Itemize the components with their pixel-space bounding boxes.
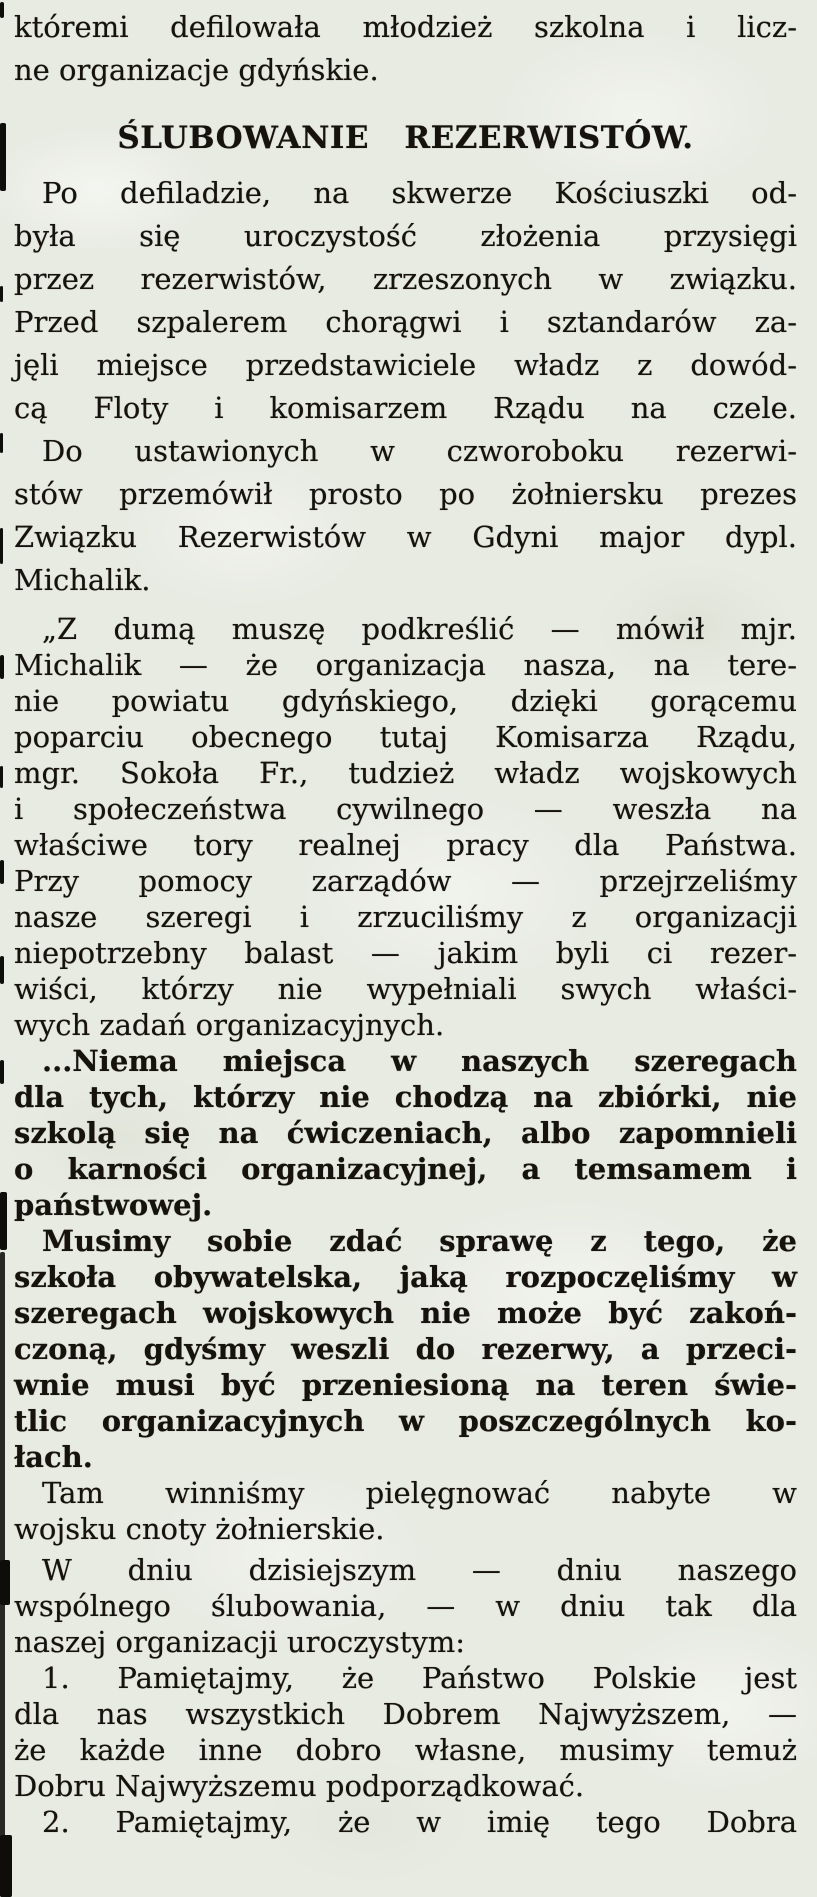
text-line: któremi defilowała młodzież szkolna i licz-	[14, 10, 797, 44]
text-line: cą Floty i komisarzem Rządu na czele.	[14, 391, 797, 425]
text-line: przez rezerwistów, zrzeszonych w związku.	[14, 262, 797, 296]
text-line: stów przemówił prosto po żołniersku prezes	[14, 477, 797, 511]
column-rule-fragment	[0, 2, 4, 18]
text-line: ...Niema miejsca w naszych szeregach	[42, 1044, 797, 1078]
column-rule-fragment	[0, 1060, 4, 1084]
column-rule-fragment	[0, 286, 3, 302]
text-line: wiści, którzy nie wypełniali swych właści-	[14, 972, 797, 1006]
column-rule-fragment	[0, 1192, 7, 1250]
text-line: nie powiatu gdyńskiego, dzięki gorącemu	[14, 684, 797, 718]
paragraph	[14, 430, 797, 602]
text-line: szeregach wojskowych nie może być zakoń-	[14, 1296, 797, 1330]
text-line: naszej organizacji uroczystym:	[14, 1625, 466, 1659]
text-line: wspólnego ślubowania, — w dniu tak dla	[14, 1589, 797, 1623]
text-line: Po defiladzie, na skwerze Kościuszki od-	[42, 176, 797, 210]
text-line: mgr. Sokoła Fr., tudzież władz wojskowych	[14, 756, 797, 790]
text-line: o karności organizacyjnej, a temsamem i	[14, 1152, 797, 1186]
paragraph	[14, 1552, 797, 1660]
column-rule-fragment	[0, 1835, 12, 1897]
text-line: ne organizacje gdyńskie.	[14, 53, 379, 87]
text-line: jęli miejsce przedstawiciele władz z dowód-	[14, 348, 797, 382]
text-line: tlic organizacyjnych w poszczególnych ko-	[14, 1404, 797, 1438]
text-line: Związku Rezerwistów w Gdyni major dypl.	[14, 520, 797, 554]
paragraph	[14, 611, 797, 1043]
column-rule-fragment	[0, 1560, 10, 1605]
column-rule-fragment	[0, 655, 4, 679]
column-rule-fragment	[0, 433, 3, 453]
text-line: nasze szeregi i zrzuciliśmy z organizacji	[14, 900, 797, 934]
text-line: niepotrzebny balast — jakim byli ci rezer-	[14, 936, 797, 970]
article-body	[14, 172, 797, 1840]
paragraph	[14, 6, 797, 92]
article-column	[14, 6, 797, 1840]
text-line: poparciu obecnego tutaj Komisarza Rządu,	[14, 720, 797, 754]
text-line: czoną, gdyśmy weszli do rezerwy, a przeci-	[14, 1332, 797, 1366]
text-line: Do ustawionych w czworoboku rezerwi-	[42, 434, 797, 468]
text-line: Musimy sobie zdać sprawę z tego, że	[42, 1224, 797, 1258]
text-line: wych zadań organizacyjnych.	[14, 1008, 445, 1042]
text-line: że każde inne dobro własne, musimy temuż	[14, 1733, 797, 1767]
text-line: wojsku cnoty żołnierskie.	[14, 1512, 385, 1546]
paragraph	[14, 1804, 797, 1840]
text-line: szkoła obywatelska, jaką rozpoczęliśmy w	[14, 1260, 797, 1294]
text-line: była się uroczystość złożenia przysięgi	[14, 219, 797, 253]
column-rule-fragment	[0, 766, 3, 788]
text-line: Przed szpalerem chorągwi i sztandarów za-	[14, 305, 797, 339]
paragraph	[14, 1475, 797, 1547]
paragraph	[14, 1660, 797, 1804]
text-line: Tam winniśmy pielęgnować nabyte w	[42, 1476, 797, 1510]
text-line: dla tych, którzy nie chodzą na zbiórki, nie	[14, 1080, 797, 1114]
intro-paragraph-container	[14, 6, 797, 92]
text-line: i społeczeństwa cywilnego — weszła na	[14, 792, 797, 826]
text-line: Przy pomocy zarządów — przejrzeliśmy	[14, 864, 797, 898]
column-rule-fragment	[0, 123, 6, 191]
text-line: „Z dumą muszę podkreślić — mówił mjr.	[42, 612, 797, 646]
text-line: W dniu dzisiejszym — dniu naszego	[42, 1553, 797, 1587]
column-rule-fragment	[0, 528, 3, 564]
column-rule-fragment	[0, 956, 4, 984]
text-line: Dobru Najwyższemu podporządkować.	[14, 1769, 585, 1803]
text-line: łach.	[14, 1440, 93, 1474]
text-line: państwowej.	[14, 1188, 213, 1222]
column-rule-fragment	[0, 860, 4, 884]
text-line: szkolą się na ćwiczeniach, albo zapomnieli	[14, 1116, 797, 1150]
paragraph	[14, 1043, 797, 1223]
paragraph	[14, 1223, 797, 1475]
text-line: 2. Pamiętajmy, że w imię tego Dobra	[42, 1805, 797, 1839]
text-line: wnie musi być przeniesioną na teren świe-	[14, 1368, 797, 1402]
text-line: właściwe tory realnej pracy dla Państwa.	[14, 828, 797, 862]
text-line: Michalik — że organizacja nasza, na tere-	[14, 648, 797, 682]
text-line: 1. Pamiętajmy, że Państwo Polskie jest	[42, 1661, 797, 1695]
text-line: dla nas wszystkich Dobrem Najwyższem, —	[14, 1697, 797, 1731]
text-line: Michalik.	[14, 563, 151, 597]
article-heading: ŚLUBOWANIE REZERWISTÓW.	[117, 120, 694, 156]
paragraph	[14, 172, 797, 430]
